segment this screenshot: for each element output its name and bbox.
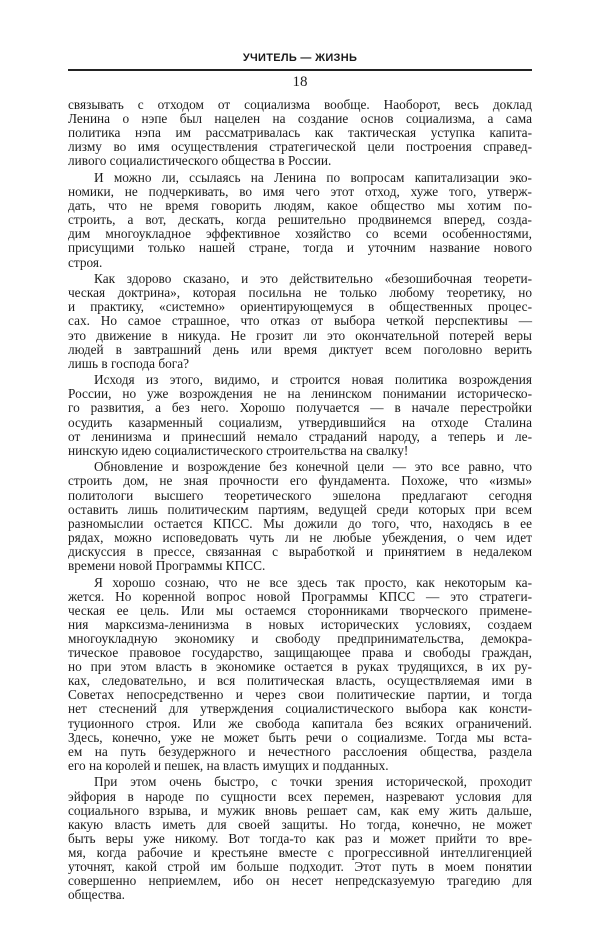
text-line: Как здорово сказано, и это действительно «безошибочная теорети- bbox=[94, 271, 532, 287]
text-line: но при этом власть в экономике остается в руках трудящихся, в их ру- bbox=[68, 659, 532, 675]
text-line: лишь в господа бога? bbox=[68, 355, 190, 371]
text-line: России, но уже возрождения не на ленинском понимании историческо- bbox=[68, 386, 532, 402]
text-line: ческая ее цель. Или мы остаемся сторонниками творческого примене- bbox=[68, 602, 532, 618]
page-number: 18 bbox=[292, 74, 308, 90]
paragraph bbox=[68, 460, 532, 573]
text-line: строя. bbox=[68, 254, 103, 270]
text-line: дискуссия в прессе, связанная с выработкой и принятием в недалеком bbox=[68, 543, 532, 559]
running-header: УЧИТЕЛЬ — ЖИЗНЬ bbox=[242, 52, 358, 64]
text-line: Ленина о нэпе был нацелен на создание основ социализма, а сама bbox=[68, 111, 532, 127]
text-line: присущими только нашей стране, тогда и уточним название нового bbox=[68, 240, 532, 256]
text-line: это движение в никуда. Не грозит ли это окончательной потерей веры bbox=[68, 327, 532, 343]
text-line: сах. Но самое страшное, что отказ от выбора четкой перспективы — bbox=[68, 313, 532, 329]
text-line: общества. bbox=[68, 887, 125, 903]
text-line: мя, когда рабочие и крестьяне вместе с прогрессивной интеллигенцией bbox=[68, 844, 532, 860]
text-line: связывать с отходом от социализма вообще. Наоборот, весь доклад bbox=[68, 97, 532, 112]
paragraph bbox=[68, 775, 532, 902]
text-line: рядах, можно исповедовать чуть ли не любые убеждения, о чем идет bbox=[68, 529, 532, 545]
text-line: номики, не подчеркивать, во имя чего этот отход, хуже того, утверж- bbox=[68, 184, 532, 200]
paragraph bbox=[68, 171, 532, 270]
text-line: ческая доктрина», которая посильна не только любому теоретику, но bbox=[68, 285, 532, 301]
text-line: совершенно неприемлем, ибо он несет непредсказуемую трагедию для bbox=[68, 873, 532, 889]
text-line: от ленинизма и принесший немало страданий народу, а теперь и ле- bbox=[68, 428, 532, 444]
text-line: Советах непосредственно и через свои политические партии, и тогда bbox=[68, 687, 532, 703]
text-line: Исходя из этого, видимо, и строится новая политика возрождения bbox=[94, 372, 532, 388]
text-line: нет стеснений для утверждения социалистического выбора как консти- bbox=[68, 701, 532, 717]
text-line: уточнят, какой строй им больше подходит. Этот путь в моем понятии bbox=[68, 858, 532, 874]
article-body bbox=[68, 98, 532, 905]
text-line: времени новой Программы КПСС. bbox=[68, 558, 266, 573]
text-line: туционного строя. Или же свобода капитала без всяких ограничений. bbox=[68, 715, 532, 731]
text-line: При этом очень быстро, с точки зрения исторической, проходит bbox=[94, 774, 532, 790]
text-line: социального взрыва, и мужик вновь решает сам, как ему жить дальше, bbox=[68, 802, 532, 818]
text-line: И можно ли, ссылаясь на Ленина по вопросам капитализации эко- bbox=[94, 169, 532, 185]
text-line: дать, что не время говорить людям, какое общество мы хотим по- bbox=[68, 198, 532, 214]
text-line: ливого социалистического общества в России. bbox=[68, 153, 332, 169]
header-rule bbox=[68, 69, 532, 71]
text-line: ках, следовательно, и вся политическая власть, осуществляемая ими в bbox=[68, 673, 532, 689]
text-line: какую власть иметь для своей защиты. Но тогда, конечно, не может bbox=[68, 816, 532, 832]
text-line: его на королей и пешек, на власть имущих и подданных. bbox=[68, 757, 389, 773]
paragraph bbox=[68, 98, 532, 168]
text-line: людей в завтрашний день или время диктует всем поголовно верить bbox=[68, 341, 532, 357]
paragraph bbox=[68, 272, 532, 371]
text-line: нинскую идею социалистического строительства на свалку! bbox=[68, 442, 409, 458]
text-line: политика нэпа им рассматривалась как тактическая уступка капита- bbox=[68, 125, 532, 141]
text-line: и практику, «системно» ориентирующемуся в общественных процес- bbox=[68, 299, 532, 315]
text-line: дим многоукладное эффективное хозяйство со всеми особенностями, bbox=[68, 226, 532, 242]
text-line: ния марксизма-ленинизма в новых исторических условиях, создаем bbox=[68, 616, 532, 632]
text-line: жется. Но коренной вопрос новой Программы КПСС — это стратеги- bbox=[68, 588, 532, 604]
text-line: строить, а вот, дескать, когда решительно продвинемся вперед, созда- bbox=[68, 212, 532, 228]
text-line: го развития, а без него. Хорошо получается — в начале перестройки bbox=[68, 400, 532, 416]
text-line: лизму во имя осуществления стратегической цели построения справед- bbox=[68, 139, 532, 155]
text-line: эйфория в народе по сущности всех перемен, назревают условия для bbox=[68, 788, 532, 804]
text-line: строить дом, не зная прочности его фундамента. Похоже, что «измы» bbox=[68, 473, 532, 489]
text-line: ем на путь безудержного и нечестного расслоения общества, раздела bbox=[68, 743, 532, 759]
text-line: осудить казарменный социализм, утвердившийся на отходе Сталина bbox=[68, 414, 532, 430]
paragraph bbox=[68, 576, 532, 773]
text-line: Обновление и возрождение без конечной цели — это все равно, что bbox=[94, 459, 532, 475]
text-line: тическое правовое государство, защищающее права и свободы граждан, bbox=[68, 645, 532, 661]
text-line: политологи высшего теоретического эшелона предлагают сегодня bbox=[68, 487, 532, 503]
paragraph bbox=[68, 373, 532, 458]
text-line: разномыслии остается КПСС. Мы дожили до того, что, находясь в ее bbox=[68, 515, 532, 531]
text-line: многоукладную экономику и свободу предпринимательства, демокра- bbox=[68, 630, 532, 646]
text-line: Здесь, конечно, уже не может быть речи о социализме. Тогда мы вста- bbox=[68, 729, 532, 745]
text-line: быть веры уже никому. Вот тогда-то как раз и может прийти то вре- bbox=[68, 830, 532, 846]
text-line: Я хорошо сознаю, что не все здесь так просто, как некоторым ка- bbox=[94, 574, 532, 590]
text-line: оставить лишь политическим партиям, ведущей среди которых при всем bbox=[68, 501, 532, 517]
